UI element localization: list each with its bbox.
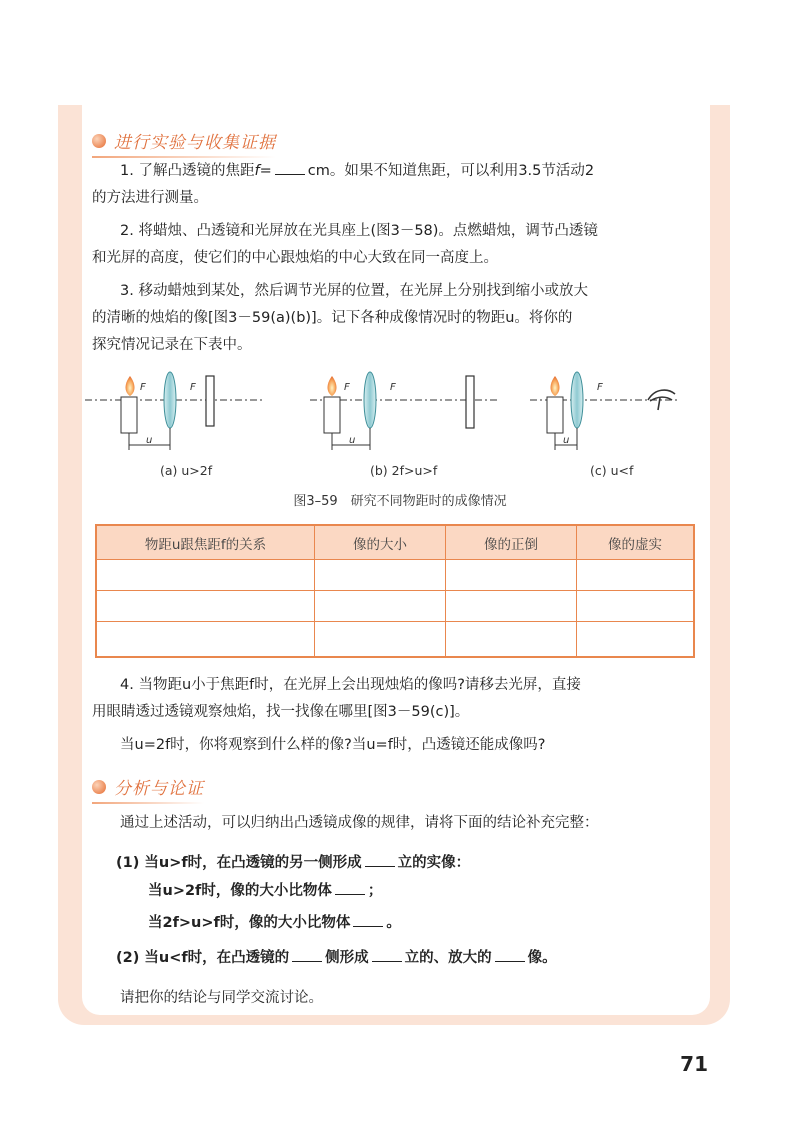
step-4-question: 当u=2f时，你将观察到什么样的像?当u=f时，凸透镜还能成像吗? (120, 737, 546, 753)
step-3-cont: 的清晰的烛焰的像[图3－59(a)(b)]。记下各种成像情况时的物距u。将你的 (92, 310, 573, 326)
section-title-analysis: 分析与论证 (92, 774, 204, 799)
table-cell[interactable] (96, 590, 315, 621)
answer-blank[interactable] (275, 160, 305, 175)
table-cell[interactable] (577, 560, 695, 591)
table-cell[interactable] (96, 560, 315, 591)
table-cell[interactable] (446, 560, 577, 591)
conclusion-2: (2) 当u<f时，在凸透镜的 侧形成 立的、放大的 像。 (116, 945, 716, 972)
svg-text:F: F (344, 382, 350, 393)
analysis-intro: 通过上述活动，可以归纳出凸透镜成像的规律，请将下面的结论补充完整： (120, 815, 599, 831)
table-header-row (96, 525, 694, 560)
svg-text:u: u (563, 435, 570, 446)
diagram-a (85, 372, 265, 450)
caption-b: (b) 2f>u>f (370, 463, 438, 478)
table-row (96, 621, 694, 657)
table-cell[interactable] (315, 621, 446, 657)
lens-icon (571, 372, 583, 428)
step-3-cont2: 探究情况记录在下表中。 (92, 337, 252, 353)
table-row (96, 590, 694, 621)
answer-blank[interactable] (495, 947, 525, 962)
table-header-cell: 物距u跟焦距f的关系 (96, 525, 315, 560)
conclusion-1: (1) 当u>f时，在凸透镜的另一侧形成 立的实像： (116, 850, 716, 877)
step-1-cont: 的方法进行测量。 (92, 190, 208, 206)
svg-text:F: F (390, 382, 396, 393)
step-4: 4. 当物距u小于焦距f时，在光屏上会出现烛焰的像吗?请移去光屏，直接 (120, 677, 581, 693)
caption-c: (c) u<f (590, 463, 634, 478)
table-cell[interactable] (315, 590, 446, 621)
record-table (95, 524, 695, 658)
table-header-cell: 像的大小 (315, 525, 446, 560)
table-cell[interactable] (96, 621, 315, 657)
answer-blank[interactable] (372, 947, 402, 962)
answer-blank[interactable] (335, 880, 365, 895)
answer-blank[interactable] (365, 852, 395, 867)
answer-blank[interactable] (353, 912, 383, 927)
diagram-c (530, 372, 680, 450)
bullet-icon (92, 780, 106, 794)
bullet-icon (92, 134, 106, 148)
svg-text:F: F (140, 382, 146, 393)
step-2: 2. 将蜡烛、凸透镜和光屏放在光具座上(图3－58)。点燃蜡烛，调节凸透镜 (120, 223, 598, 239)
page-number: 71 (680, 1052, 708, 1076)
page-frame-right (708, 105, 730, 915)
candle-icon (324, 397, 340, 433)
step-2-cont: 和光屏的高度，使它们的中心跟烛焰的中心大致在同一高度上。 (92, 250, 498, 266)
step-3: 3. 移动蜡烛到某处，然后调节光屏的位置，在光屏上分别找到缩小或放大 (120, 283, 588, 299)
flame-icon (328, 376, 337, 396)
svg-text:F: F (190, 382, 196, 393)
table-cell[interactable] (315, 560, 446, 591)
conclusion-1-2: 当2f>u>f时，像的大小比物体 。 (148, 910, 708, 937)
diagram-b (310, 372, 500, 450)
table-cell[interactable] (577, 590, 695, 621)
figure-title: 图3–59 研究不同物距时的成像情况 (293, 494, 507, 509)
table-header-cell: 像的虚实 (577, 525, 695, 560)
svg-text:u: u (349, 435, 356, 446)
flame-icon (126, 376, 135, 396)
discussion-note: 请把你的结论与同学交流讨论。 (120, 990, 323, 1006)
table-header-cell: 像的正倒 (446, 525, 577, 560)
conclusion-1-1: 当u>2f时，像的大小比物体 ； (148, 878, 708, 905)
answer-blank[interactable] (292, 947, 322, 962)
candle-icon (121, 397, 137, 433)
candle-icon (547, 397, 563, 433)
table-cell[interactable] (446, 621, 577, 657)
step-4-cont: 用眼睛透过透镜观察烛焰，找一找像在哪里[图3－59(c)]。 (92, 704, 470, 720)
table-row (96, 560, 694, 591)
table-cell[interactable] (577, 621, 695, 657)
flame-icon (551, 376, 560, 396)
lens-icon (364, 372, 376, 428)
screen-icon (466, 376, 474, 428)
table-cell[interactable] (446, 590, 577, 621)
svg-text:F: F (597, 382, 603, 393)
caption-a: (a) u>2f (160, 463, 213, 478)
screen-icon (206, 376, 214, 426)
section-title-experiment: 进行实验与收集证据 (92, 128, 276, 153)
svg-text:u: u (146, 435, 153, 446)
lens-icon (164, 372, 176, 428)
step-1: 1. 了解凸透镜的焦距f= cm。如果不知道焦距，可以利用3.5节活动2 (120, 158, 710, 185)
